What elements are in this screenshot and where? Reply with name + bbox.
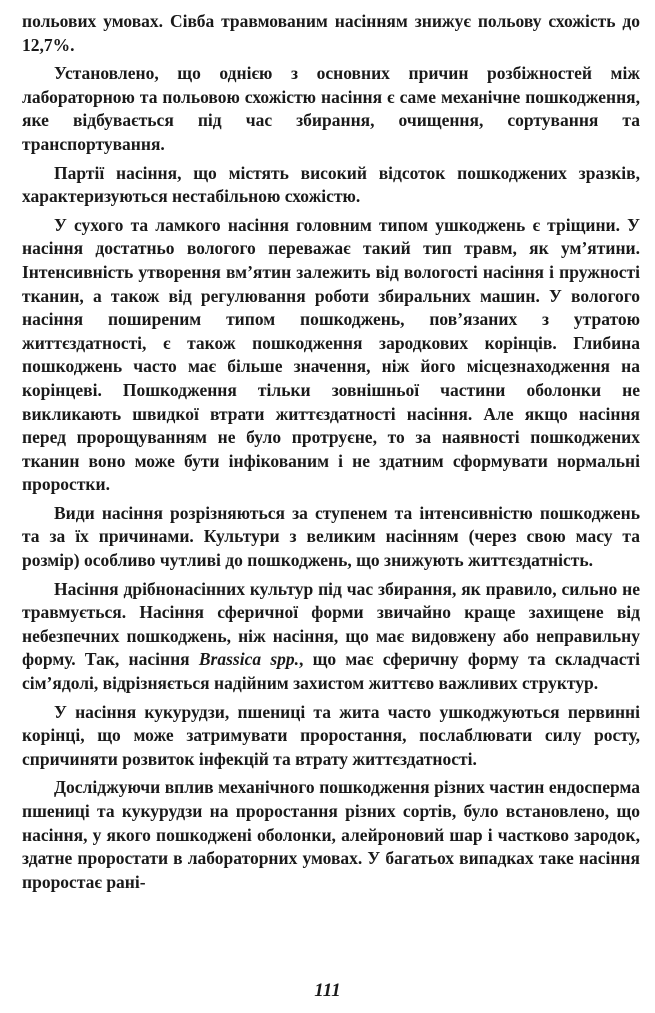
paragraph-small-seeds-text-1: Насіння дрібнонасінних культур під час збирання, як правило, сильно не травмується. Насіння сферичної форми звичайно краще захищене від небезпечних пошкоджень, ніж насіння, що має видовжену або неправильну форму. Так, насіння xyxy=(22,578,640,670)
paragraph-damage-types: У сухого та ламкого насіння головним типом ушкоджень є тріщини. У насіння достатньо вологого переважає такий тип травм, як ум’ятини. Інтенсивність утворення вм’ятин залежить від вологості насіння і пружності тканин, а також від регулювання роботи збиральних машин. У вологого насіння поширеним типом пошкоджень, пов’язаних з утратою життєздатності, є також пошкодження зародкових корінців. Глибина пошкоджень часто має більше значення, ніж його місцезнаходження на корінцеві. Пошкодження тільки зовнішньої частини оболонки не викликають швидкої втрати життєздатності насіння. Але якщо насіння перед пророщуванням не було протруєне, то за наявності пошкоджених тканин воно може бути інфікованим і не здатним сформувати нормальні проростки. xyxy=(22,214,640,495)
page-number: 111 xyxy=(314,980,341,1001)
paragraph-small-seeds xyxy=(22,578,640,696)
paragraph-species-differences: Види насіння розрізняються за ступенем та інтенсивністю пошкоджень та за їх причинами. Культури з великим насінням (через свою масу та розмір) особливо чутливі до пошкоджень, що знижують життєздатність. xyxy=(22,502,640,571)
species-name-brassica: Brassica spp. xyxy=(198,649,300,670)
paragraph-endosperm-study: Досліджуючи вплив механічного пошкодження різних частин ендосперма пшениці та кукурудзи на проростання різних сортів, було встановлено, що насіння, у якого пошкоджені оболонки, алейроновий шар і частково зародок, здатне проростати в лабораторних умовах. У багатьох випадках таке насіння проростає рані- xyxy=(22,777,640,892)
paragraph-small-seeds-text-2: , що має сферичну форму та складчасті сім’ядолі, відрізняється надійним захистом життєво важливих структур. xyxy=(22,649,640,694)
page-text xyxy=(22,10,640,894)
paragraph-seed-lots: Партії насіння, що містять високий відсоток пошкоджених зразків, характеризуються нестабільною схожістю. xyxy=(22,162,640,207)
paragraph-lab-field-germination: Установлено, що однією з основних причин розбіжностей між лабораторною та польовою схожістю насіння є саме механічне пошкодження, яке відбувається під час збирання, очищення, сортування та транспортування. xyxy=(22,63,640,154)
paragraph-continuation: польових умовах. Сівба травмованим насінням знижує польову схожість до 12,7%. xyxy=(22,11,640,55)
paragraph-corn-wheat-rye: У насіння кукурудзи, пшениці та жита часто ушкоджуються первинні корінці, що може затримувати проростання, послаблювати силу росту, спричиняти розвиток інфекцій та втрату життєздатності. xyxy=(22,701,640,769)
